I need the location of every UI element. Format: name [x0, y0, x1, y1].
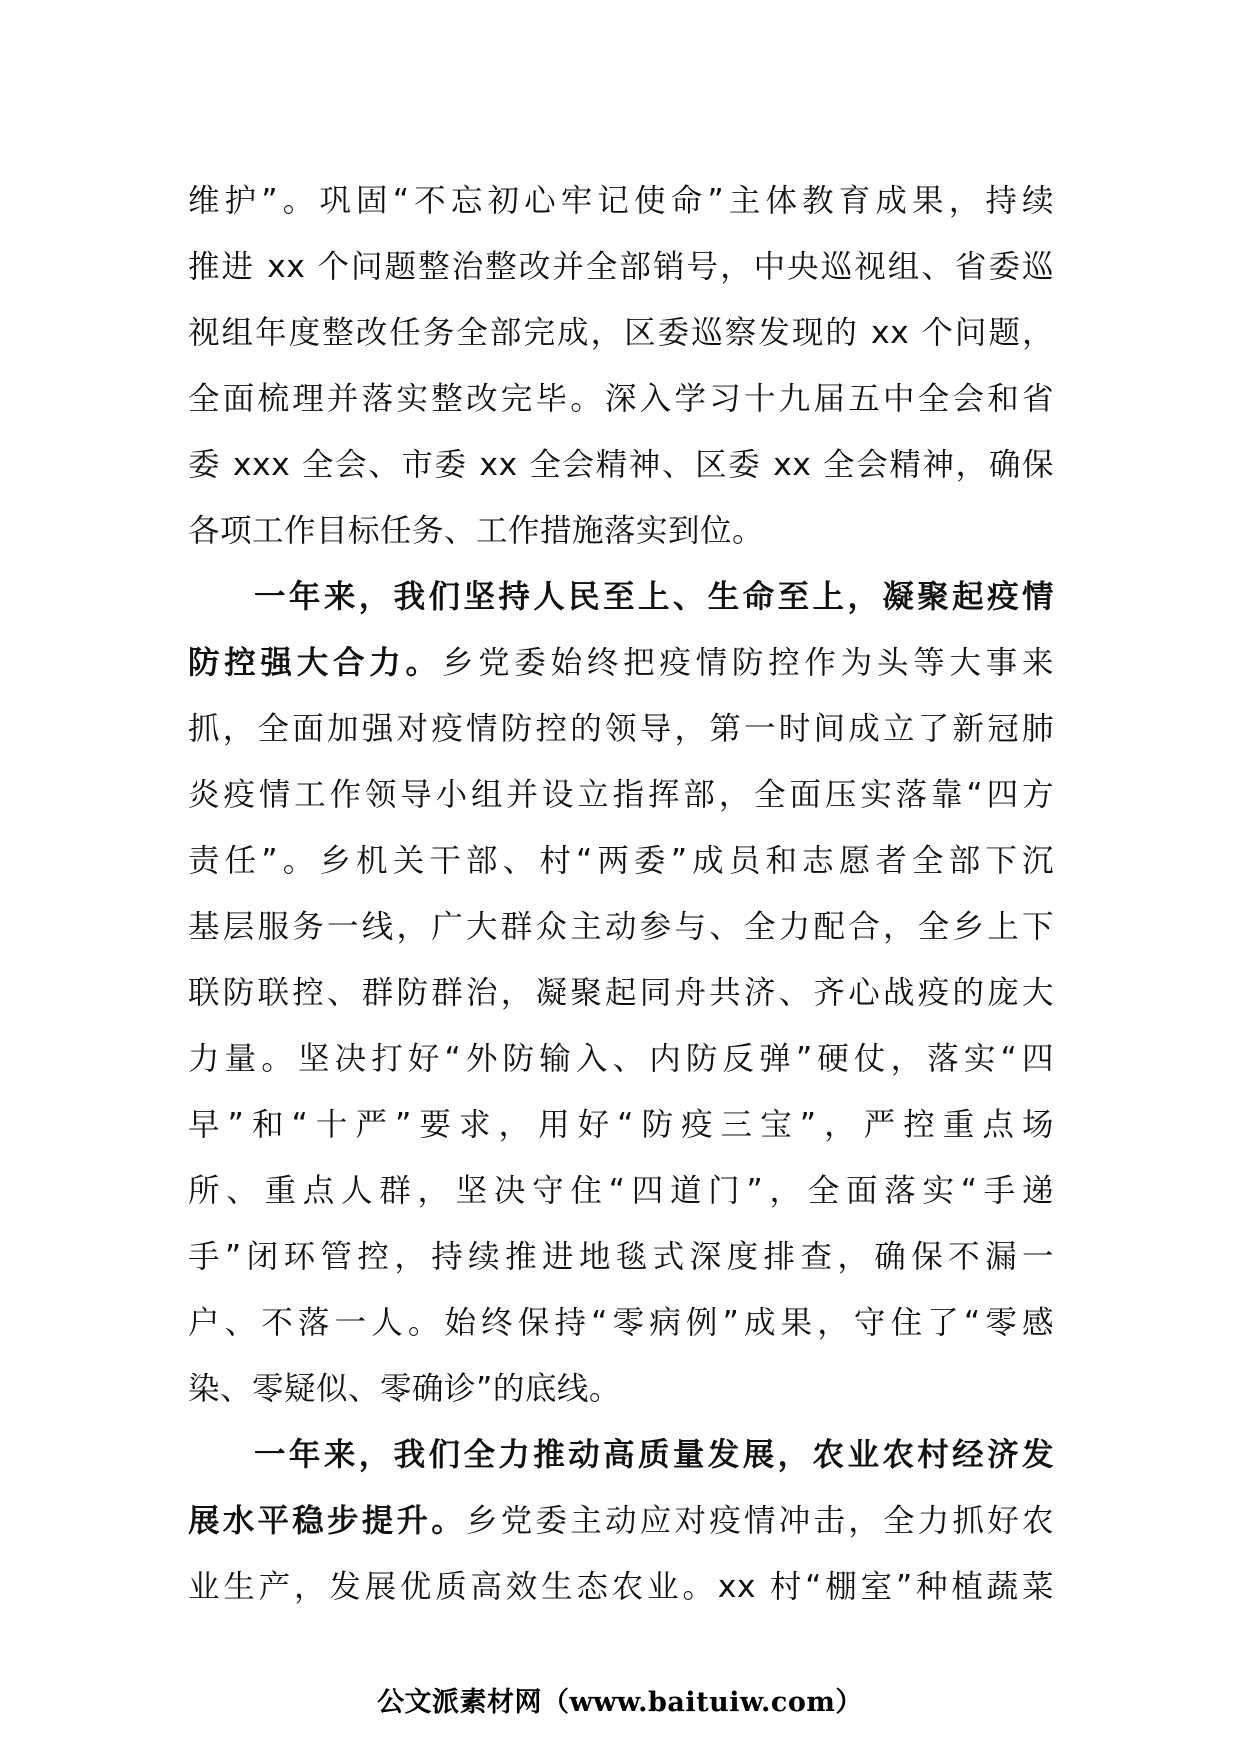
- footer-watermark: 公文派素材网（www.baituiw.com）: [377, 1687, 863, 1718]
- text-line: [188, 1488, 1054, 1554]
- text-line: 各项工作目标任务、工作措施落实到位。: [188, 513, 765, 549]
- bold-heading-lead: 一年来，我们坚持人民至上、生命至上，凝聚起疫情: [254, 579, 1054, 615]
- text-line: 委 xxx 全会、市委 xx 全会精神、区委 xx 全会精神，确保: [188, 447, 1054, 483]
- text-line: 力量。坚决打好“外防输入、内防反弹”硬仗，落实“四: [188, 1041, 1054, 1077]
- text-line: 染、零疑似、零确诊”的底线。: [188, 1371, 621, 1407]
- text-line: 推进 xx 个问题整治整改并全部销号，中央巡视组、省委巡: [188, 249, 1054, 285]
- bold-heading-lead: 一年来，我们全力推动高质量发展，农业农村经济发: [254, 1437, 1054, 1473]
- text-line: 基层服务一线，广大群众主动参与、全力配合，全乡上下: [188, 909, 1054, 945]
- text-line: 视组年度整改任务全部完成，区委巡察发现的 xx 个问题，: [188, 315, 1054, 351]
- text-line: 早”和“十严”要求，用好“防疫三宝”，严控重点场: [188, 1107, 1054, 1143]
- paragraph-1: [188, 168, 1054, 564]
- text-line: 户、不落一人。始终保持“零病例”成果，守住了“零感: [188, 1305, 1054, 1341]
- text-line: [188, 630, 1054, 696]
- text-line: 责任”。乡机关干部、村“两委”成员和志愿者全部下沉: [188, 843, 1054, 879]
- text-line: [188, 1422, 1054, 1488]
- text-line: 抓，全面加强对疫情防控的领导，第一时间成立了新冠肺: [188, 711, 1054, 747]
- text-line: 手”闭环管控，持续推进地毯式深度排查，确保不漏一: [188, 1239, 1054, 1275]
- paragraph-3: [188, 1422, 1054, 1620]
- text-line: 业生产，发展优质高效生态农业。xx 村“棚室”种植蔬菜: [188, 1569, 1054, 1605]
- document-page: [188, 168, 1054, 1620]
- text-line: 全面梳理并落实整改完毕。深入学习十九届五中全会和省: [188, 381, 1054, 417]
- text-line: [188, 564, 1054, 630]
- text-line: 所、重点人群，坚决守住“四道门”，全面落实“手递: [188, 1173, 1054, 1209]
- bold-heading-end: 展水平稳步提升。: [188, 1503, 466, 1539]
- text-line: 炎疫情工作领导小组并设立指挥部，全面压实落靠“四方: [188, 777, 1054, 813]
- paragraph-text: 乡党委始终把疫情防控作为头等大事来: [441, 645, 1054, 681]
- text-line: 联防联控、群防群治，凝聚起同舟共济、齐心战疫的庞大: [188, 975, 1054, 1011]
- paragraph-text: 乡党委主动应对疫情冲击，全力抓好农: [466, 1503, 1054, 1539]
- bold-heading-end: 防控强大合力。: [188, 645, 442, 681]
- text-line: 维护”。巩固“不忘初心牢记使命”主体教育成果，持续: [188, 183, 1054, 219]
- paragraph-2: [188, 564, 1054, 1422]
